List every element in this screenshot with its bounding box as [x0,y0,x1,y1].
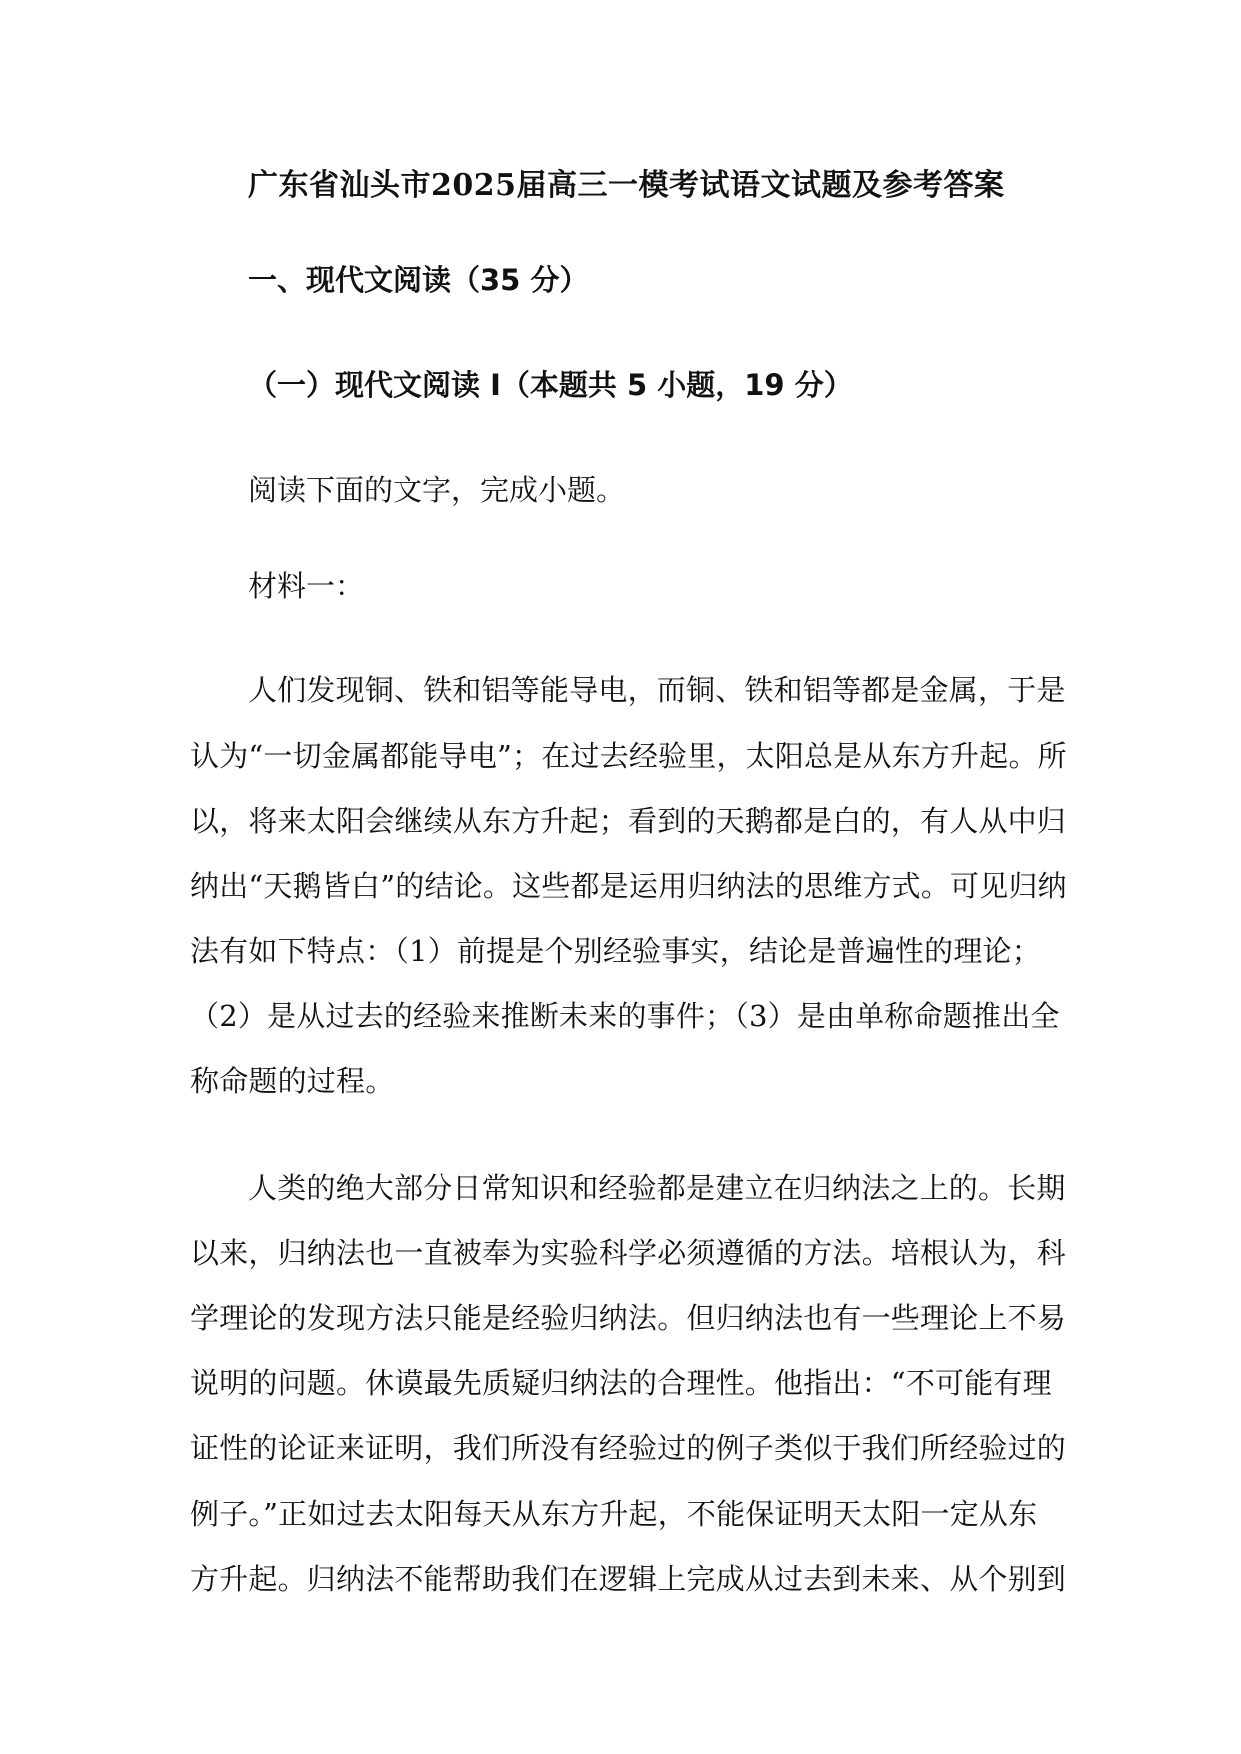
paragraph-2-line: 方升起。归纳法不能帮助我们在逻辑上完成从过去到未来、从个别到 [190,1562,1067,1596]
paragraph-2-line: 学理论的发现方法只能是经验归纳法。但归纳法也有一些理论上不易 [190,1301,1067,1335]
subsection-heading: （一）现代文阅读 I（本题共 5 小题，19 分） [248,368,853,402]
paragraph-2-line: 例子。”正如过去太阳每天从东方升起，不能保证明天太阳一定从东 [190,1497,1038,1531]
paragraph-2-line: 以来，归纳法也一直被奉为实验科学必须遵循的方法。培根认为，科 [190,1236,1067,1270]
paragraph-1-line: 以，将来太阳会继续从东方升起；看到的天鹅都是白的，有人从中归 [190,804,1067,838]
paragraph-2-line: 证性的论证来证明，我们所没有经验过的例子类似于我们所经验过的 [190,1431,1067,1465]
material-label: 材料一： [248,569,365,603]
paragraph-2-line: 人类的绝大部分日常知识和经验都是建立在归纳法之上的。长期 [248,1171,1066,1205]
paragraph-1-line: 法有如下特点：（1）前提是个别经验事实，结论是普遍性的理论； [190,934,1041,968]
paragraph-1-line: 认为“一切金属都能导电”；在过去经验里，太阳总是从东方升起。所 [190,739,1067,773]
section-heading: 一、现代文阅读（35 分） [248,263,589,297]
paragraph-1-line: 称命题的过程。 [190,1064,395,1098]
instruction-text: 阅读下面的文字，完成小题。 [248,473,626,507]
paragraph-1-line: 人们发现铜、铁和铝等能导电，而铜、铁和铝等都是金属，于是 [248,673,1066,707]
paragraph-1-line: （2）是从过去的经验来推断未来的事件；（3）是由单称命题推出全 [190,999,1060,1033]
paragraph-1-line: 纳出“天鹅皆白”的结论。这些都是运用归纳法的思维方式。可见归纳 [190,869,1067,903]
paragraph-2-line: 说明的问题。休谟最先质疑归纳法的合理性。他指出：“不可能有理 [190,1366,1052,1400]
document-title: 广东省汕头市2025届高三一模考试语文试题及参考答案 [248,168,1005,203]
